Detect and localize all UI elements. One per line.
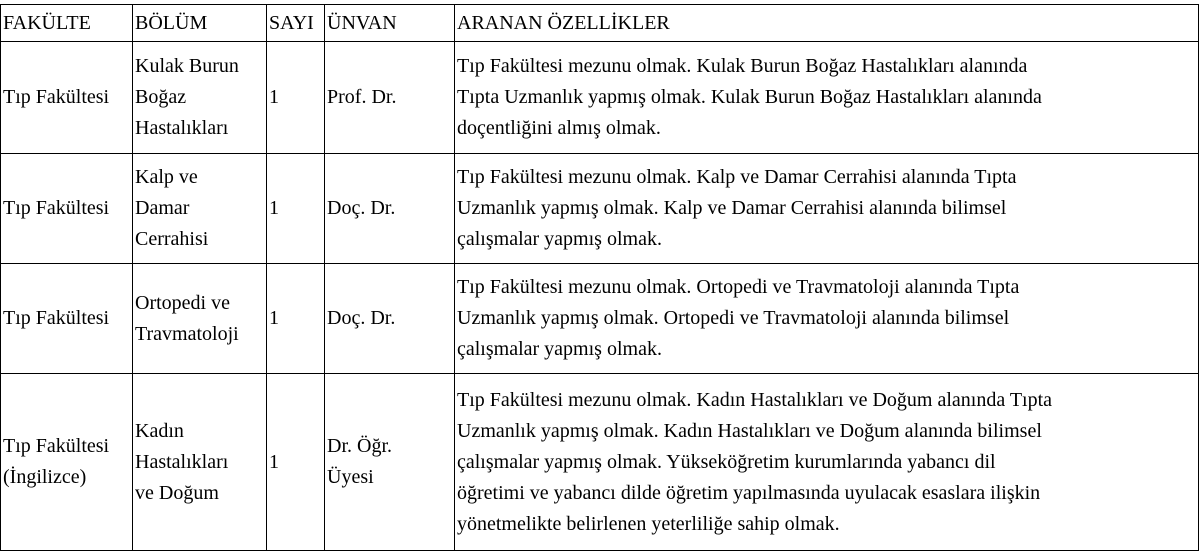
cell-fakulte bbox=[1, 374, 133, 551]
header-sayi bbox=[267, 5, 325, 42]
cell-bolum bbox=[133, 42, 267, 154]
table-row bbox=[1, 42, 1199, 154]
unvan-text: Dr. Öğr. Üyesi bbox=[327, 435, 392, 488]
table-row bbox=[1, 264, 1199, 374]
cell-unvan bbox=[325, 42, 455, 154]
bolum-text: Ortopedi ve Travmatoloji bbox=[135, 291, 239, 345]
unvan-text: Prof. Dr. bbox=[327, 86, 397, 108]
cell-fakulte bbox=[1, 154, 133, 264]
aranan-text: Tıp Fakültesi mezunu olmak. Kalp ve Damar Cerrahisi alanında Tıpta Uzmanlık yapmış olmak. Kalp ve Damar Cerrahisi alanında bilimsel çalışmalar yapmış olmak. bbox=[457, 166, 1017, 250]
bolum-text: Kalp ve Damar Cerrahisi bbox=[135, 166, 209, 250]
sayi-text: 1 bbox=[269, 307, 279, 329]
bolum-text: Kadın Hastalıkları ve Doğum bbox=[135, 419, 229, 504]
unvan-text: Doç. Dr. bbox=[327, 197, 396, 219]
fakulte-text: Tıp Fakültesi bbox=[3, 197, 110, 219]
cell-unvan bbox=[325, 154, 455, 264]
cell-bolum bbox=[133, 154, 267, 264]
header-row bbox=[1, 5, 1199, 42]
positions-table bbox=[0, 4, 1199, 551]
cell-aranan bbox=[455, 264, 1199, 374]
sayi-text: 1 bbox=[269, 86, 279, 108]
cell-aranan bbox=[455, 154, 1199, 264]
cell-bolum bbox=[133, 264, 267, 374]
fakulte-text: Tıp Fakültesi bbox=[3, 307, 110, 329]
header-unvan-label: ÜNVAN bbox=[327, 12, 397, 34]
cell-sayi bbox=[267, 264, 325, 374]
table-row bbox=[1, 154, 1199, 264]
cell-aranan bbox=[455, 374, 1199, 551]
aranan-text: Tıp Fakültesi mezunu olmak. Kulak Burun Boğaz Hastalıkları alanında Tıpta Uzmanlık yapmış olmak. Kulak Burun Boğaz Hastalıkları alanında doçentliğini almış olmak. bbox=[457, 55, 1042, 139]
cell-sayi bbox=[267, 42, 325, 154]
cell-fakulte bbox=[1, 264, 133, 374]
header-aranan bbox=[455, 5, 1199, 42]
unvan-text: Doç. Dr. bbox=[327, 307, 396, 329]
cell-unvan bbox=[325, 264, 455, 374]
header-fakulte bbox=[1, 5, 133, 42]
cell-unvan bbox=[325, 374, 455, 551]
cell-fakulte bbox=[1, 42, 133, 154]
header-unvan bbox=[325, 5, 455, 42]
aranan-text: Tıp Fakültesi mezunu olmak. Ortopedi ve Travmatoloji alanında Tıpta Uzmanlık yapmış olmak. Ortopedi ve Travmatoloji alanında bilimsel çalışmalar yapmış olmak. bbox=[457, 276, 1020, 360]
table-row bbox=[1, 374, 1199, 551]
header-bolum-label: BÖLÜM bbox=[135, 12, 208, 34]
header-bolum bbox=[133, 5, 267, 42]
fakulte-text: Tıp Fakültesi (İngilizce) bbox=[3, 435, 110, 488]
sayi-text: 1 bbox=[269, 197, 279, 219]
cell-bolum bbox=[133, 374, 267, 551]
header-sayi-label: SAYI bbox=[269, 12, 314, 34]
cell-sayi bbox=[267, 374, 325, 551]
cell-aranan bbox=[455, 42, 1199, 154]
header-fakulte-label: FAKÜLTE bbox=[3, 12, 91, 34]
sayi-text: 1 bbox=[269, 450, 279, 473]
header-aranan-label: ARANAN ÖZELLİKLER bbox=[457, 12, 670, 34]
cell-sayi bbox=[267, 154, 325, 264]
bolum-text: Kulak Burun Boğaz Hastalıkları bbox=[135, 55, 239, 139]
fakulte-text: Tıp Fakültesi bbox=[3, 86, 110, 108]
aranan-text: Tıp Fakültesi mezunu olmak. Kadın Hastalıkları ve Doğum alanında Tıpta Uzmanlık yapmış olmak. Kadın Hastalıkları ve Doğum alanında bilimsel çalışmalar yapmış olmak. Yükseköğretim kurumlarında yabancı dil öğretimi ve yabancı dilde öğretim yapılmasında uyulacak esaslara ilişkin yönetmelikte belirlenen yeterliliğe sahip olmak. bbox=[457, 388, 1053, 535]
